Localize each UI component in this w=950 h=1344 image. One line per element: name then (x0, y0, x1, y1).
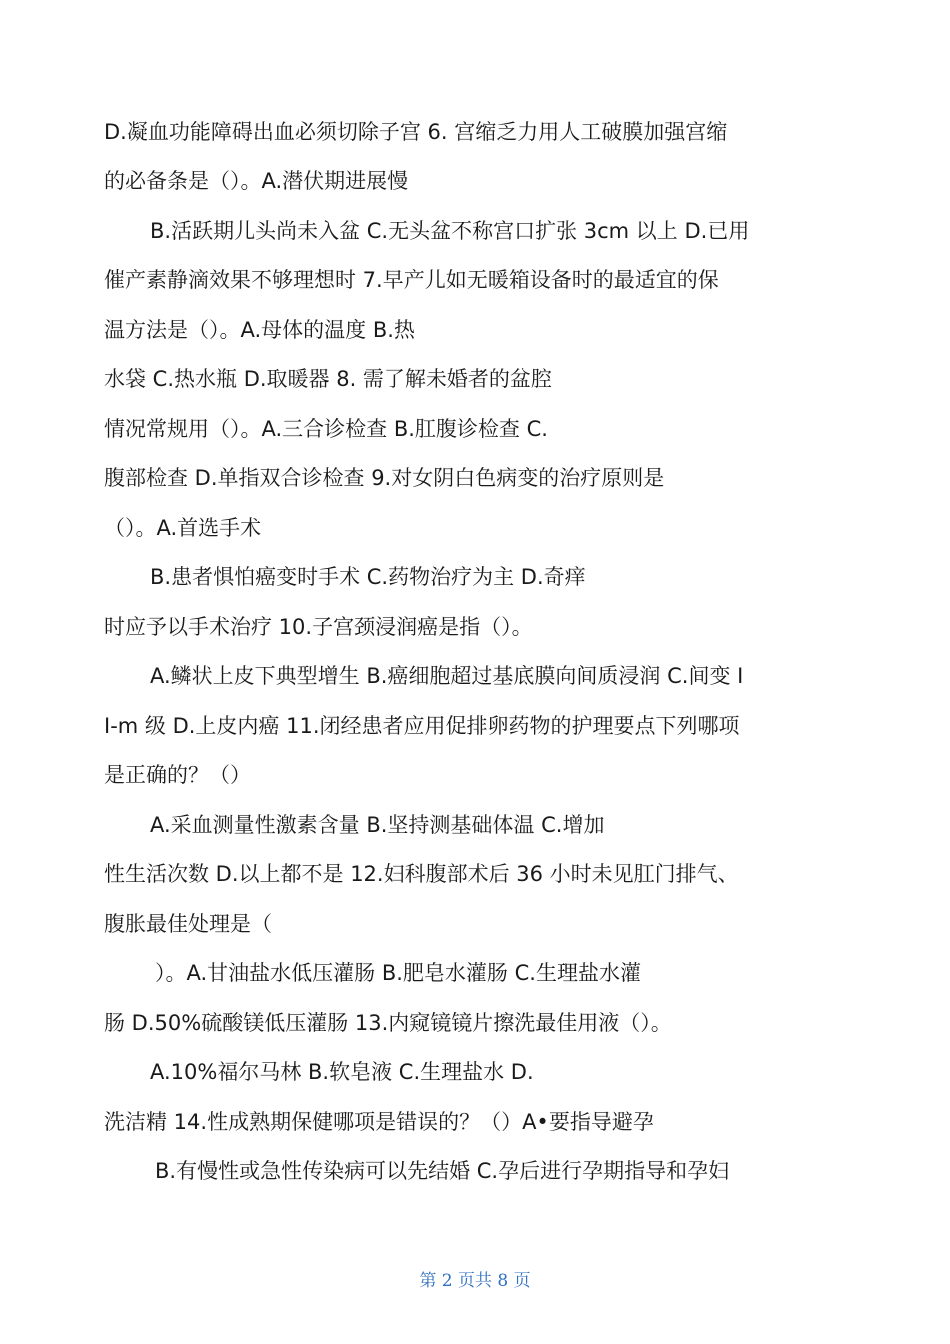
text-line-6: 水袋 C.热水瓶 D.取暖器 8. 需了解未婚者的盆腔 (104, 367, 552, 391)
text-line-8: 腹部检查 D.单指双合诊检查 9.对女阴白色病变的治疗原则是 (104, 466, 665, 490)
text-line-14: 是正确的？（） (104, 763, 251, 787)
text-line-17: 腹胀最佳处理是（ (104, 912, 272, 936)
text-line-9: （）。A.首选手术 (104, 516, 262, 540)
text-line-18: ）。A.甘油盐水低压灌肠 B.肥皂水灌肠 C.生理盐水灌 (155, 961, 641, 985)
text-line-21: 洗洁精 14.性成熟期保健哪项是错误的？（）A•要指导避孕 (104, 1110, 654, 1134)
page-number-footer: 第 2 页共 8 页 (419, 1271, 531, 1291)
text-line-7: 情况常规用（）。A.三合诊检查 B.肛腹诊检查 C. (104, 417, 548, 441)
text-line-10: B.患者惧怕癌变时手术 C.药物治疗为主 D.奇痒 (150, 565, 586, 589)
text-line-5: 温方法是（）。A.母体的温度 B.热 (104, 318, 415, 342)
text-line-2: 的必备条是（）。A.潜伏期进展慢 (104, 169, 409, 193)
text-line-12: A.鳞状上皮下典型增生 B.癌细胞超过基底膜向间质浸润 C.间变 I (150, 664, 744, 688)
text-line-3: B.活跃期儿头尚未入盆 C.无头盆不称宫口扩张 3cm 以上 D.已用 (150, 219, 750, 243)
text-line-1: D.凝血功能障碍出血必须切除子宫 6. 宫缩乏力用人工破膜加强宫缩 (104, 120, 728, 144)
text-line-22: B.有慢性或急性传染病可以先结婚 C.孕后进行孕期指导和孕妇 (155, 1159, 730, 1183)
text-line-11: 时应予以手术治疗 10.子宫颈浸润癌是指（）。 (104, 615, 533, 639)
text-line-16: 性生活次数 D.以上都不是 12.妇科腹部术后 36 小时未见肛门排气、 (104, 862, 739, 886)
text-line-4: 催产素静滴效果不够理想时 7.早产儿如无暖箱设备时的最适宜的保 (104, 268, 719, 292)
text-line-15: A.采血测量性激素含量 B.坚持测基础体温 C.增加 (150, 813, 605, 837)
text-line-20: A.10%福尔马林 B.软皂液 C.生理盐水 D. (150, 1060, 534, 1084)
text-line-19: 肠 D.50%硫酸镁低压灌肠 13.内窥镜镜片擦洗最佳用液（）。 (104, 1011, 672, 1035)
text-line-13: I-m 级 D.上皮内癌 11.闭经患者应用促排卵药物的护理要点下列哪项 (104, 714, 740, 738)
